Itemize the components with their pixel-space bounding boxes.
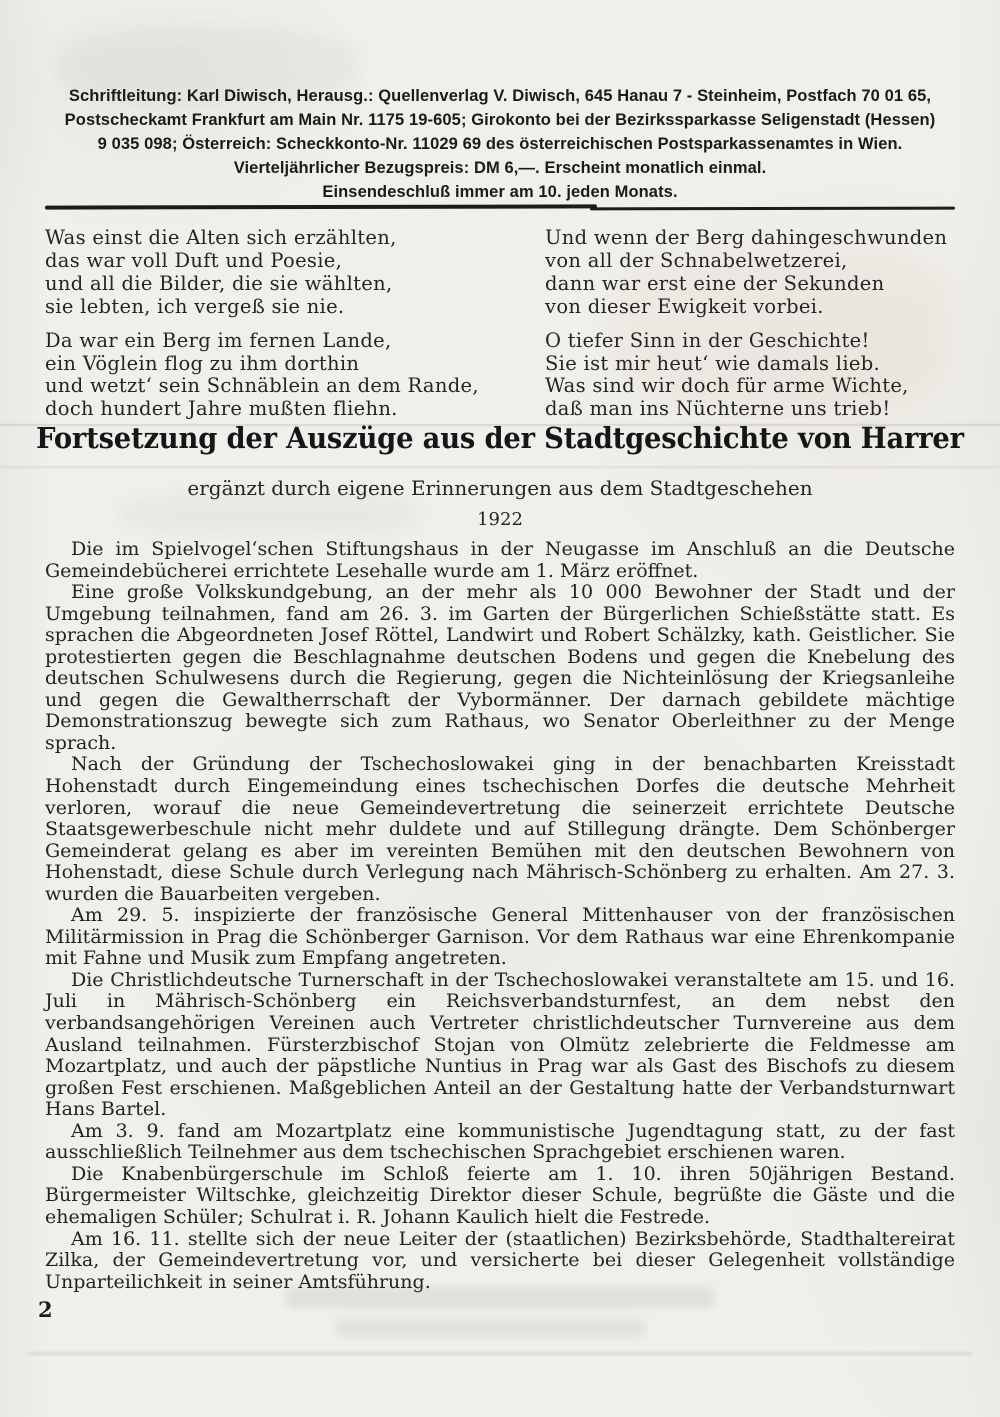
poem-line: O tiefer Sinn in der Geschichte!	[545, 328, 870, 352]
poem-line: Sie ist mir heut‘ wie damals lieb.	[545, 351, 880, 375]
masthead-line: Postscheckamt Frankfurt am Main Nr. 1175 19-605; Girokonto bei der Bezirkssparkasse Seligenstadt (Hessen)	[64, 111, 936, 129]
divider-rule-right-segment	[590, 207, 955, 211]
masthead-line: Schriftleitung: Karl Diwisch, Herausg.: Quellenverlag V. Diwisch, 645 Hanau 7 - Steinheim, Postfach 70 01 65,	[68, 87, 932, 105]
poem-line: von all der Schnabelwetzerei,	[545, 248, 848, 272]
masthead-line: 9 035 098; Österreich: Scheckkonto-Nr. 11029 69 des österreichischen Postsparkassenamtes in Wien.	[97, 135, 903, 153]
bleedthrough-artifact	[335, 1318, 645, 1338]
poem-stanza	[45, 227, 545, 319]
article-paragraph: Nach der Gründung der Tschechoslowakei ging in der benachbarten Kreisstadt Hohenstadt durch Eingemeindung eines tschechischen Dorfes die deutsche Mehrheit verloren, worauf die neue Gemeindevertretung die seinerzeit errichtete Deutsche Staatsgewerbeschule nicht mehr duldete und auf Stillegung drängte. Dem Schönberger Gemeinderat gelang es aber im vereinten Bemühen mit den deutschen Bewohnern von Hohenstadt, diese Schule durch Verlegung nach Mährisch-Schönberg zu erhalten. Am 27. 3. wurden die Bauarbeiten vergeben.	[45, 753, 955, 905]
poem-line: und all die Bilder, die sie wählten,	[45, 271, 393, 295]
article-body	[45, 539, 955, 1293]
divider-rule-left-segment	[45, 204, 597, 209]
bleedthrough-rule	[0, 466, 1000, 468]
article-paragraph: Am 29. 5. inspizierte der französische General Mittenhauser von der französischen Militärmission in Prag die Schönberger Garnison. Vor dem Rathaus war eine Ehrenkompanie mit Fahne und Musik zum Empfang angetreten.	[45, 904, 955, 970]
poem-right-column	[545, 227, 955, 421]
poem-line: Und wenn der Berg dahingeschwunden	[545, 226, 948, 249]
masthead-line: Vierteljährlicher Bezugspreis: DM 6,—. Erscheint monatlich einmal.	[233, 159, 767, 177]
section-title: Fortsetzung der Auszüge aus der Stadtgeschichte von Harrer	[36, 421, 964, 455]
poem-line: das war voll Duft und Poesie,	[45, 248, 343, 272]
poem-line: Was sind wir doch für arme Wichte,	[545, 374, 909, 398]
article-paragraph: Die Knabenbürgerschule im Schloß feierte am 1. 10. ihren 50jährigen Bestand. Bürgermeister Wiltschke, gleichzeitig Direktor dieser Schule, begrüßte die Gäste und die ehemaligen Schüler; Schulrat i. R. Johann Kaulich hielt die Festrede.	[45, 1162, 955, 1228]
page-number: 2	[38, 1297, 53, 1322]
poem-line: und wetzt‘ sein Schnäblein an dem Rande,	[45, 374, 479, 398]
article-paragraph: Eine große Volkskundgebung, an der mehr als 10 000 Bewohner der Stadt und der Umgebung teilnahmen, fand am 26. 3. im Garten der Bürgerlichen Schießstätte statt. Es sprachen die Abgeordneten Josef Röttel, Landwirt und Robert Schälzky, kath. Geistlicher. Sie protestierten gegen die Beschlagnahme deutschen Bodens und gegen die Knebelung des deutschen Schulwesens durch die Regierung, gegen die Nichteinlösung der Kriegsanleihe und gegen die Gewaltherrschaft der Vybormänner. Der darnach gebildete mächtige Demonstrationszug bewegte sich zum Rathaus, wo Senator Oberleithner zu der Menge sprach.	[45, 581, 955, 754]
article-paragraph: Die im Spielvogel‘schen Stiftungshaus in der Neugasse im Anschluß an die Deutsche Gemeindebücherei errichtete Lesehalle wurde am 1. März eröffnet.	[45, 538, 955, 582]
poem-section	[45, 227, 955, 421]
masthead-line: Einsendeschluß immer am 10. jeden Monats.	[322, 183, 678, 201]
article-paragraph: Am 16. 11. stellte sich der neue Leiter der (staatlichen) Bezirksbehörde, Stadthaltereirat Zilka, der Gemeindevertretung vor, und versicherte bei dieser Gelegenheit vollständige Unparteilichkeit in seiner Amtsführung.	[45, 1227, 955, 1293]
section-year: 1922	[477, 509, 523, 530]
poem-line: Was einst die Alten sich erzählten,	[45, 226, 397, 249]
poem-line: sie lebten, ich vergeß sie nie.	[45, 294, 345, 318]
poem-left-column	[45, 227, 545, 421]
article-paragraph: Die Christlichdeutsche Turnerschaft in der Tschechoslowakei veranstaltete am 15. und 16. Juli in Mährisch-Schönberg ein Reichsverbandsturnfest, an dem nebst den verbandsangehörigen Vereinen auch Vertreter christlichdeutscher Turnvereine aus dem Ausland teilnahmen. Fürsterzbischof Stojan von Olmütz zelebrierte die Feldmesse am Mozartplatz, und auch der päpstliche Nuntius in Prag war als Gast des Bischofs zu diesem großen Fest erschienen. Maßgeblichen Anteil an der Gestaltung hatte der Verbandsturnwart Hans Bartel.	[45, 968, 955, 1121]
poem-stanza	[545, 330, 955, 422]
poem-line: daß man ins Nüchterne uns trieb!	[545, 397, 891, 421]
divider-rule	[45, 202, 955, 212]
poem-stanza	[45, 330, 545, 422]
poem-line: dann war erst eine der Sekunden	[545, 271, 885, 295]
bleedthrough-rule	[28, 1352, 972, 1355]
poem-line: von dieser Ewigkeit vorbei.	[545, 294, 824, 318]
poem-line: doch hundert Jahre mußten fliehn.	[45, 397, 398, 421]
section-subtitle: ergänzt durch eigene Erinnerungen aus dem Stadtgeschehen	[187, 476, 813, 500]
poem-stanza	[545, 227, 955, 319]
article-paragraph: Am 3. 9. fand am Mozartplatz eine kommunistische Jugendtagung statt, zu der fast ausschließlich Teilnehmer aus dem tschechischen Sprachgebiet erschienen waren.	[45, 1119, 955, 1164]
masthead-info	[48, 84, 952, 204]
poem-line: Da war ein Berg im fernen Lande,	[45, 328, 392, 352]
poem-line: ein Vöglein flog zu ihm dorthin	[45, 351, 360, 375]
